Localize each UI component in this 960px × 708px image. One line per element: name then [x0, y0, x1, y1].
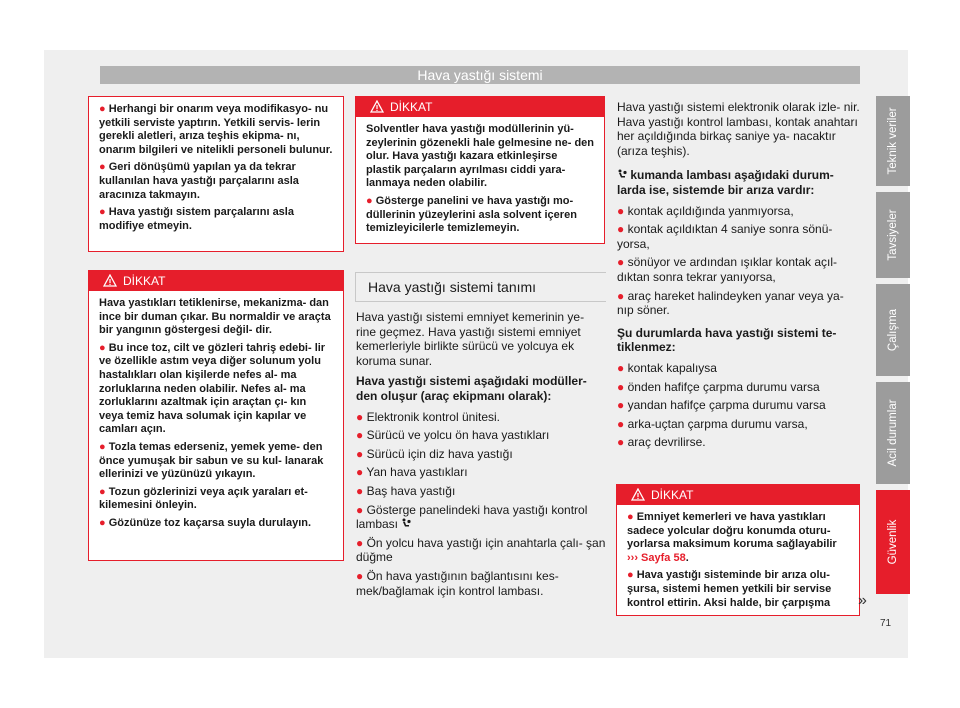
section-title: Hava yastığı sistemi tanımı: [355, 272, 606, 302]
list-item: ● Yan hava yastıkları: [356, 465, 468, 480]
warning-header: DİKKAT: [89, 271, 343, 291]
warning-box-4: [616, 484, 860, 616]
list-item: ● Geri dönüşümü yapılan ya da tekrar kullanılan hava yastığı parçalarını asla aracınıza takmayın.: [99, 161, 299, 201]
warning-intro: Hava yastıkları tetiklenirse, mekanizma- dan ince bir duman çıkar. Bu normaldir ve araçta bir yangının göstergesi değil- dir.: [99, 297, 331, 337]
page-title: Hava yastığı sistemi: [100, 66, 860, 84]
list-item: ● Ön yolcu hava yastığı için anahtarla çalı- şan düğme: [356, 535, 606, 565]
warning-triangle-icon: [631, 488, 645, 501]
warning-box-3: [355, 96, 605, 244]
warning-triangle-icon: [103, 274, 117, 287]
tab-tavsiyeler[interactable]: Tavsiyeler: [876, 192, 910, 278]
list-item: ● önden hafifçe çarpma durumu varsa: [617, 379, 820, 394]
list-item: ● Sürücü ve yolcu ön hava yastıkları: [356, 428, 550, 443]
page-number: 71: [880, 618, 892, 629]
list-item: ● Tozun gözlerinizi veya açık yaraları et- kilemesini önleyin.: [99, 485, 308, 512]
list-item: ● Tozla temas ederseniz, yemek yeme- den önce yumuşak bir sabun ve su kul- lanarak ellerinizi ve yüzünüzü yıkayın.: [99, 440, 324, 481]
list-item: ● Hava yastığı sisteminde bir arıza olu- şursa, sistemi hemen yetkili bir servise kontrol ettirin. Aksi halde, bir çarpışma: [627, 569, 832, 609]
warning-box-1: [88, 96, 344, 252]
airbag-warning-icon: [401, 518, 411, 529]
list-item: ● sönüyor ve ardından ışıklar kontak açıl- dıktan sonra tekrar yanıyorsa,: [617, 255, 838, 284]
list-item: ● kontak açıldıktan 4 saniye sonra sönü- yorsa,: [617, 222, 833, 251]
warning-header: DİKKAT: [617, 485, 859, 505]
page-reference-link[interactable]: ››› Sayfa 58: [627, 551, 686, 564]
list-item: ● araç devrilirse.: [617, 435, 706, 450]
list-item: ● kontak kapalıysa: [617, 360, 717, 375]
list-item: ● yandan hafifçe çarpma durumu varsa: [617, 398, 826, 413]
list-item: ● Bu ince toz, cilt ve gözleri tahriş edebi- lir ve özellikle astım veya diğer solunum yolu hastalıkları olan kişilerde nefes al- ma zorluklarına neden olabilir. Nefes al- ma zorluklarını azaltmak için araçtan çı- kın veya temiz hava solumak için kapılar ve camları açın.: [99, 341, 326, 436]
column-2-text: [356, 310, 606, 602]
paragraph: Hava yastığı sistemi emniyet kemerinin ye- rine geçmez. Hava yastığı sistemi emniyet kemerleriyle birlikte sürücü ve yolcuya ek koruma sunar.: [356, 310, 585, 368]
list-item: ● araç hareket halindeyken yanar veya ya- nıp söner.: [617, 288, 844, 318]
list-item: ● Elektronik kontrol ünitesi.: [356, 409, 500, 424]
tab-calisma[interactable]: Çalışma: [876, 284, 910, 376]
airbag-warning-icon: [617, 169, 627, 180]
continue-mark: »: [858, 592, 867, 609]
paragraph: Hava yastığı sistemi elektronik olarak izle- nir. Hava yastığı kontrol lambası, kontak anahtarı her açıldığında birkaç saniye ya- nacaktır (arıza teşhis).: [617, 100, 860, 158]
list-item: ● Gösterge panelini ve hava yastığı mo- düllerinin yüzeylerini asla solvent içeren temizleyicilerle temizlemeyin.: [366, 194, 577, 235]
list-item: ● Hava yastığı sistem parçalarını asla modifiye etmeyin.: [99, 206, 294, 232]
list-item: ● kontak açıldığında yanmıyorsa,: [617, 203, 794, 218]
warning-box-2: [88, 270, 344, 561]
list-item: ● arka-uçtan çarpma durumu varsa,: [617, 416, 808, 431]
list-item: ● Emniyet kemerleri ve hava yastıkları sadece yolcular doğru konumda oturu- yorlarsa maksimum koruma sağlayabilir ››› Sayfa 58.: [627, 511, 837, 564]
warning-intro: Solventler hava yastığı modüllerinin yü- zeylerinin gözenekli hale gelmesine ne- den olur. Hava yastığı kazara etkinleşirse plastik parçaların ayrılması ciddi yara- lanmaya neden olabilir.: [366, 123, 595, 190]
list-item: ● Gösterge panelindeki hava yastığı kontrol lambası: [356, 502, 588, 532]
list-item: ● Herhangi bir onarım veya modifikasyo- nu yetkili serviste yaptırın. Yetkili servis- lerin gerekli aletleri, arıza teşhis ekipma- nı, onarım bilgileri ve nitelikli personeli bulunur.: [99, 103, 333, 156]
list-item: ● Sürücü için diz hava yastığı: [356, 446, 513, 461]
paragraph-bold: Şu durumlarda hava yastığı sistemi te- tiklenmez:: [617, 325, 837, 355]
paragraph-bold: Hava yastığı sistemi aşağıdaki modüller- den oluşur (araç ekipmanı olarak):: [356, 374, 587, 403]
tab-teknik-veriler[interactable]: Teknik veriler: [876, 96, 910, 186]
tab-guvenlik[interactable]: Güvenlik: [876, 490, 910, 594]
list-item: ● Baş hava yastığı: [356, 483, 456, 498]
warning-header: DİKKAT: [356, 97, 604, 117]
tab-acil-durumlar[interactable]: Acil durumlar: [876, 382, 910, 484]
column-3-text: [617, 100, 861, 454]
paragraph-bold: kumanda lambası aşağıdaki durum- larda ise, sistemde bir arıza vardır:: [617, 168, 834, 197]
list-item: ● Gözünüze toz kaçarsa suyla durulayın.: [99, 516, 312, 529]
list-item: ● Ön hava yastığının bağlantısını kes- mek/bağlamak için kontrol lambası.: [356, 568, 559, 598]
warning-triangle-icon: [370, 100, 384, 113]
